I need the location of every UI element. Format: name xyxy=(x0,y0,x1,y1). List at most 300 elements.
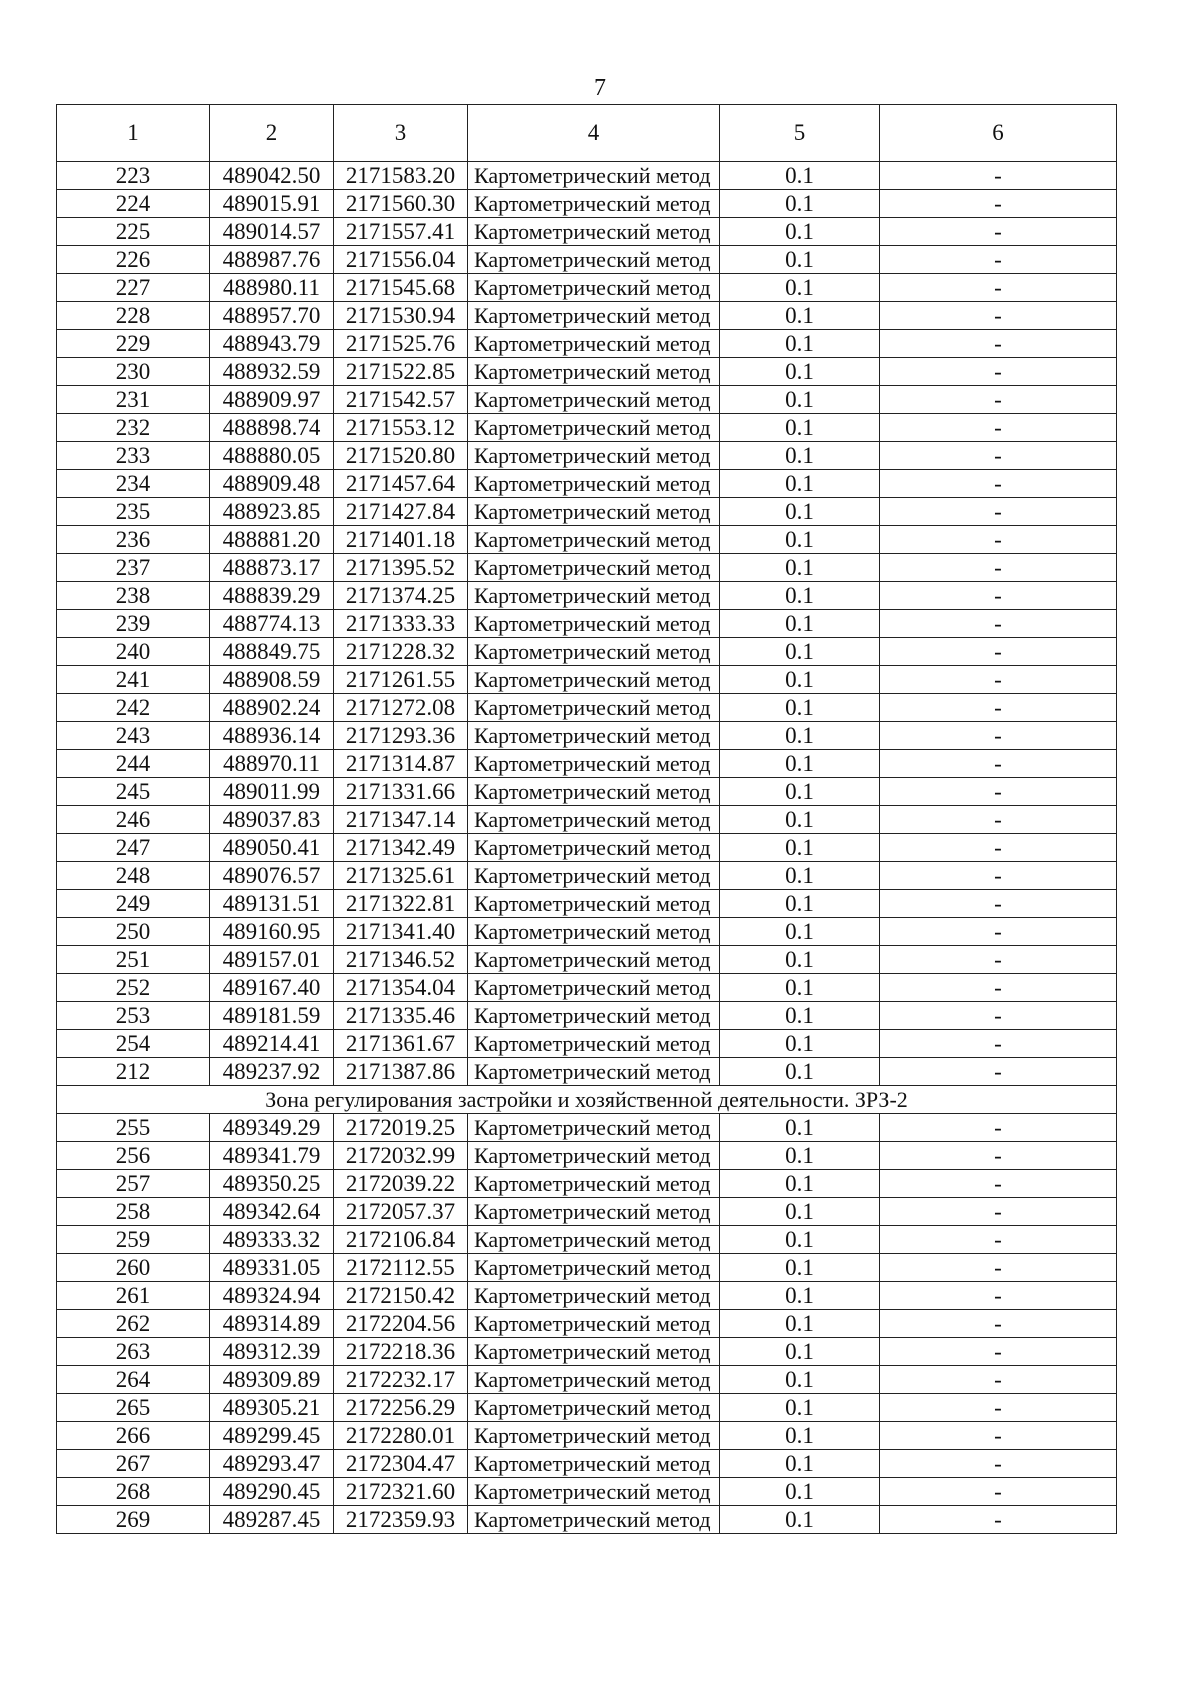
y-coordinate-cell: 2171556.04 xyxy=(334,246,468,274)
point-number-cell: 231 xyxy=(57,386,210,414)
column-header: 5 xyxy=(720,105,880,162)
x-coordinate-cell: 489237.92 xyxy=(210,1058,334,1086)
y-coordinate-cell: 2171335.46 xyxy=(334,1002,468,1030)
y-coordinate-cell: 2172256.29 xyxy=(334,1394,468,1422)
x-coordinate-cell: 489309.89 xyxy=(210,1366,334,1394)
point-number-cell: 227 xyxy=(57,274,210,302)
column-header: 1 xyxy=(57,105,210,162)
x-coordinate-cell: 489181.59 xyxy=(210,1002,334,1030)
x-coordinate-cell: 489290.45 xyxy=(210,1478,334,1506)
x-coordinate-cell: 488943.79 xyxy=(210,330,334,358)
point-number-cell: 265 xyxy=(57,1394,210,1422)
table-row xyxy=(57,1226,1117,1254)
accuracy-cell: 0.1 xyxy=(720,1394,880,1422)
method-cell: Картометрический метод xyxy=(468,1310,720,1338)
point-number-cell: 223 xyxy=(57,162,210,190)
y-coordinate-cell: 2171545.68 xyxy=(334,274,468,302)
y-coordinate-cell: 2172039.22 xyxy=(334,1170,468,1198)
point-number-cell: 242 xyxy=(57,694,210,722)
y-coordinate-cell: 2171542.57 xyxy=(334,386,468,414)
table-row xyxy=(57,722,1117,750)
table-row xyxy=(57,1002,1117,1030)
point-number-cell: 226 xyxy=(57,246,210,274)
y-coordinate-cell: 2171354.04 xyxy=(334,974,468,1002)
table-row xyxy=(57,1058,1117,1086)
method-cell: Картометрический метод xyxy=(468,974,720,1002)
accuracy-cell: 0.1 xyxy=(720,1506,880,1534)
accuracy-cell: 0.1 xyxy=(720,1226,880,1254)
method-cell: Картометрический метод xyxy=(468,582,720,610)
method-cell: Картометрический метод xyxy=(468,1226,720,1254)
table-row xyxy=(57,162,1117,190)
accuracy-cell: 0.1 xyxy=(720,1366,880,1394)
accuracy-cell: 0.1 xyxy=(720,218,880,246)
accuracy-cell: 0.1 xyxy=(720,442,880,470)
y-coordinate-cell: 2172019.25 xyxy=(334,1114,468,1142)
method-cell: Картометрический метод xyxy=(468,162,720,190)
point-number-cell: 238 xyxy=(57,582,210,610)
method-cell: Картометрический метод xyxy=(468,554,720,582)
point-number-cell: 268 xyxy=(57,1478,210,1506)
point-number-cell: 246 xyxy=(57,806,210,834)
x-coordinate-cell: 489037.83 xyxy=(210,806,334,834)
method-cell: Картометрический метод xyxy=(468,1394,720,1422)
y-coordinate-cell: 2171427.84 xyxy=(334,498,468,526)
table-row xyxy=(57,974,1117,1002)
table-row xyxy=(57,554,1117,582)
method-cell: Картометрический метод xyxy=(468,722,720,750)
x-coordinate-cell: 489076.57 xyxy=(210,862,334,890)
method-cell: Картометрический метод xyxy=(468,330,720,358)
point-number-cell: 237 xyxy=(57,554,210,582)
point-number-cell: 264 xyxy=(57,1366,210,1394)
point-number-cell: 239 xyxy=(57,610,210,638)
accuracy-cell: 0.1 xyxy=(720,1030,880,1058)
point-number-cell: 245 xyxy=(57,778,210,806)
method-cell: Картометрический метод xyxy=(468,302,720,330)
description-cell: - xyxy=(880,1422,1117,1450)
section-row xyxy=(57,1086,1117,1114)
y-coordinate-cell: 2172204.56 xyxy=(334,1310,468,1338)
table-row xyxy=(57,834,1117,862)
table-row xyxy=(57,666,1117,694)
page-number: 7 xyxy=(594,75,606,101)
accuracy-cell: 0.1 xyxy=(720,330,880,358)
description-cell: - xyxy=(880,778,1117,806)
method-cell: Картометрический метод xyxy=(468,358,720,386)
table-row xyxy=(57,1310,1117,1338)
method-cell: Картометрический метод xyxy=(468,526,720,554)
point-number-cell: 250 xyxy=(57,918,210,946)
description-cell: - xyxy=(880,162,1117,190)
y-coordinate-cell: 2171341.40 xyxy=(334,918,468,946)
table-row xyxy=(57,442,1117,470)
x-coordinate-cell: 488957.70 xyxy=(210,302,334,330)
y-coordinate-cell: 2171322.81 xyxy=(334,890,468,918)
method-cell: Картометрический метод xyxy=(468,750,720,778)
method-cell: Картометрический метод xyxy=(468,1422,720,1450)
point-number-cell: 232 xyxy=(57,414,210,442)
y-coordinate-cell: 2171553.12 xyxy=(334,414,468,442)
x-coordinate-cell: 489015.91 xyxy=(210,190,334,218)
x-coordinate-cell: 489342.64 xyxy=(210,1198,334,1226)
description-cell: - xyxy=(880,1282,1117,1310)
x-coordinate-cell: 489214.41 xyxy=(210,1030,334,1058)
x-coordinate-cell: 488873.17 xyxy=(210,554,334,582)
method-cell: Картометрический метод xyxy=(468,190,720,218)
y-coordinate-cell: 2171520.80 xyxy=(334,442,468,470)
y-coordinate-cell: 2171333.33 xyxy=(334,610,468,638)
accuracy-cell: 0.1 xyxy=(720,694,880,722)
description-cell: - xyxy=(880,498,1117,526)
table-row xyxy=(57,1142,1117,1170)
point-number-cell: 233 xyxy=(57,442,210,470)
column-header: 6 xyxy=(880,105,1117,162)
method-cell: Картометрический метод xyxy=(468,498,720,526)
point-number-cell: 244 xyxy=(57,750,210,778)
point-number-cell: 247 xyxy=(57,834,210,862)
x-coordinate-cell: 489167.40 xyxy=(210,974,334,1002)
table-row xyxy=(57,1282,1117,1310)
y-coordinate-cell: 2171374.25 xyxy=(334,582,468,610)
method-cell: Картометрический метод xyxy=(468,274,720,302)
accuracy-cell: 0.1 xyxy=(720,1170,880,1198)
accuracy-cell: 0.1 xyxy=(720,890,880,918)
table-row xyxy=(57,1198,1117,1226)
x-coordinate-cell: 488849.75 xyxy=(210,638,334,666)
description-cell: - xyxy=(880,722,1117,750)
method-cell: Картометрический метод xyxy=(468,1058,720,1086)
method-cell: Картометрический метод xyxy=(468,386,720,414)
y-coordinate-cell: 2171261.55 xyxy=(334,666,468,694)
x-coordinate-cell: 489293.47 xyxy=(210,1450,334,1478)
point-number-cell: 228 xyxy=(57,302,210,330)
description-cell: - xyxy=(880,1030,1117,1058)
accuracy-cell: 0.1 xyxy=(720,666,880,694)
point-number-cell: 260 xyxy=(57,1254,210,1282)
method-cell: Картометрический метод xyxy=(468,1030,720,1058)
method-cell: Картометрический метод xyxy=(468,1450,720,1478)
description-cell: - xyxy=(880,946,1117,974)
x-coordinate-cell: 489331.05 xyxy=(210,1254,334,1282)
accuracy-cell: 0.1 xyxy=(720,1198,880,1226)
x-coordinate-cell: 488923.85 xyxy=(210,498,334,526)
y-coordinate-cell: 2171325.61 xyxy=(334,862,468,890)
x-coordinate-cell: 489287.45 xyxy=(210,1506,334,1534)
table-row xyxy=(57,330,1117,358)
y-coordinate-cell: 2171228.32 xyxy=(334,638,468,666)
table-row xyxy=(57,778,1117,806)
y-coordinate-cell: 2171346.52 xyxy=(334,946,468,974)
table-row xyxy=(57,218,1117,246)
table-row xyxy=(57,1170,1117,1198)
accuracy-cell: 0.1 xyxy=(720,498,880,526)
point-number-cell: 269 xyxy=(57,1506,210,1534)
method-cell: Картометрический метод xyxy=(468,778,720,806)
method-cell: Картометрический метод xyxy=(468,862,720,890)
method-cell: Картометрический метод xyxy=(468,1282,720,1310)
x-coordinate-cell: 489011.99 xyxy=(210,778,334,806)
table-row xyxy=(57,750,1117,778)
accuracy-cell: 0.1 xyxy=(720,1142,880,1170)
accuracy-cell: 0.1 xyxy=(720,946,880,974)
description-cell: - xyxy=(880,1366,1117,1394)
method-cell: Картометрический метод xyxy=(468,246,720,274)
method-cell: Картометрический метод xyxy=(468,414,720,442)
accuracy-cell: 0.1 xyxy=(720,1282,880,1310)
description-cell: - xyxy=(880,1450,1117,1478)
accuracy-cell: 0.1 xyxy=(720,918,880,946)
y-coordinate-cell: 2171361.67 xyxy=(334,1030,468,1058)
table-row xyxy=(57,1338,1117,1366)
table-row xyxy=(57,582,1117,610)
y-coordinate-cell: 2172280.01 xyxy=(334,1422,468,1450)
y-coordinate-cell: 2172032.99 xyxy=(334,1142,468,1170)
point-number-cell: 235 xyxy=(57,498,210,526)
y-coordinate-cell: 2172359.93 xyxy=(334,1506,468,1534)
accuracy-cell: 0.1 xyxy=(720,470,880,498)
accuracy-cell: 0.1 xyxy=(720,1002,880,1030)
description-cell: - xyxy=(880,1226,1117,1254)
accuracy-cell: 0.1 xyxy=(720,1478,880,1506)
method-cell: Картометрический метод xyxy=(468,1142,720,1170)
x-coordinate-cell: 489299.45 xyxy=(210,1422,334,1450)
method-cell: Картометрический метод xyxy=(468,1002,720,1030)
point-number-cell: 248 xyxy=(57,862,210,890)
description-cell: - xyxy=(880,1310,1117,1338)
table-row xyxy=(57,1366,1117,1394)
accuracy-cell: 0.1 xyxy=(720,358,880,386)
method-cell: Картометрический метод xyxy=(468,638,720,666)
x-coordinate-cell: 489305.21 xyxy=(210,1394,334,1422)
description-cell: - xyxy=(880,526,1117,554)
description-cell: - xyxy=(880,694,1117,722)
description-cell: - xyxy=(880,1478,1117,1506)
description-cell: - xyxy=(880,246,1117,274)
table-row xyxy=(57,1394,1117,1422)
method-cell: Картометрический метод xyxy=(468,470,720,498)
method-cell: Картометрический метод xyxy=(468,890,720,918)
table-row xyxy=(57,190,1117,218)
y-coordinate-cell: 2172304.47 xyxy=(334,1450,468,1478)
point-number-cell: 212 xyxy=(57,1058,210,1086)
description-cell: - xyxy=(880,470,1117,498)
y-coordinate-cell: 2172218.36 xyxy=(334,1338,468,1366)
method-cell: Картометрический метод xyxy=(468,1338,720,1366)
description-cell: - xyxy=(880,1254,1117,1282)
description-cell: - xyxy=(880,414,1117,442)
table-row xyxy=(57,526,1117,554)
accuracy-cell: 0.1 xyxy=(720,862,880,890)
table-row xyxy=(57,946,1117,974)
accuracy-cell: 0.1 xyxy=(720,610,880,638)
method-cell: Картометрический метод xyxy=(468,1170,720,1198)
x-coordinate-cell: 489050.41 xyxy=(210,834,334,862)
point-number-cell: 243 xyxy=(57,722,210,750)
point-number-cell: 256 xyxy=(57,1142,210,1170)
description-cell: - xyxy=(880,554,1117,582)
accuracy-cell: 0.1 xyxy=(720,274,880,302)
accuracy-cell: 0.1 xyxy=(720,1422,880,1450)
x-coordinate-cell: 488898.74 xyxy=(210,414,334,442)
x-coordinate-cell: 488987.76 xyxy=(210,246,334,274)
x-coordinate-cell: 489312.39 xyxy=(210,1338,334,1366)
y-coordinate-cell: 2172150.42 xyxy=(334,1282,468,1310)
accuracy-cell: 0.1 xyxy=(720,1450,880,1478)
accuracy-cell: 0.1 xyxy=(720,526,880,554)
x-coordinate-cell: 489160.95 xyxy=(210,918,334,946)
table-row xyxy=(57,694,1117,722)
table-body xyxy=(57,162,1117,1534)
x-coordinate-cell: 489314.89 xyxy=(210,1310,334,1338)
y-coordinate-cell: 2171525.76 xyxy=(334,330,468,358)
table-row xyxy=(57,1114,1117,1142)
table-row xyxy=(57,638,1117,666)
accuracy-cell: 0.1 xyxy=(720,414,880,442)
y-coordinate-cell: 2171395.52 xyxy=(334,554,468,582)
table-row xyxy=(57,1422,1117,1450)
y-coordinate-cell: 2171342.49 xyxy=(334,834,468,862)
description-cell: - xyxy=(880,442,1117,470)
table-row xyxy=(57,302,1117,330)
x-coordinate-cell: 488980.11 xyxy=(210,274,334,302)
method-cell: Картометрический метод xyxy=(468,694,720,722)
column-header: 2 xyxy=(210,105,334,162)
point-number-cell: 229 xyxy=(57,330,210,358)
method-cell: Картометрический метод xyxy=(468,1366,720,1394)
description-cell: - xyxy=(880,974,1117,1002)
method-cell: Картометрический метод xyxy=(468,1114,720,1142)
accuracy-cell: 0.1 xyxy=(720,554,880,582)
x-coordinate-cell: 489042.50 xyxy=(210,162,334,190)
x-coordinate-cell: 488880.05 xyxy=(210,442,334,470)
table-row xyxy=(57,470,1117,498)
description-cell: - xyxy=(880,302,1117,330)
x-coordinate-cell: 488936.14 xyxy=(210,722,334,750)
method-cell: Картометрический метод xyxy=(468,1198,720,1226)
x-coordinate-cell: 489349.29 xyxy=(210,1114,334,1142)
point-number-cell: 253 xyxy=(57,1002,210,1030)
table-row xyxy=(57,1254,1117,1282)
column-header: 3 xyxy=(334,105,468,162)
x-coordinate-cell: 489324.94 xyxy=(210,1282,334,1310)
y-coordinate-cell: 2171272.08 xyxy=(334,694,468,722)
header-row xyxy=(57,105,1117,162)
description-cell: - xyxy=(880,1506,1117,1534)
point-number-cell: 262 xyxy=(57,1310,210,1338)
method-cell: Картометрический метод xyxy=(468,218,720,246)
x-coordinate-cell: 489014.57 xyxy=(210,218,334,246)
x-coordinate-cell: 488839.29 xyxy=(210,582,334,610)
x-coordinate-cell: 488909.97 xyxy=(210,386,334,414)
x-coordinate-cell: 489341.79 xyxy=(210,1142,334,1170)
point-number-cell: 258 xyxy=(57,1198,210,1226)
point-number-cell: 261 xyxy=(57,1282,210,1310)
description-cell: - xyxy=(880,1394,1117,1422)
accuracy-cell: 0.1 xyxy=(720,582,880,610)
point-number-cell: 267 xyxy=(57,1450,210,1478)
description-cell: - xyxy=(880,610,1117,638)
point-number-cell: 236 xyxy=(57,526,210,554)
table-row xyxy=(57,358,1117,386)
description-cell: - xyxy=(880,834,1117,862)
y-coordinate-cell: 2171293.36 xyxy=(334,722,468,750)
accuracy-cell: 0.1 xyxy=(720,778,880,806)
point-number-cell: 225 xyxy=(57,218,210,246)
y-coordinate-cell: 2171347.14 xyxy=(334,806,468,834)
table-row xyxy=(57,1506,1117,1534)
accuracy-cell: 0.1 xyxy=(720,1114,880,1142)
point-number-cell: 263 xyxy=(57,1338,210,1366)
x-coordinate-cell: 489333.32 xyxy=(210,1226,334,1254)
table-row xyxy=(57,274,1117,302)
description-cell: - xyxy=(880,806,1117,834)
y-coordinate-cell: 2172057.37 xyxy=(334,1198,468,1226)
y-coordinate-cell: 2171560.30 xyxy=(334,190,468,218)
table-row xyxy=(57,1030,1117,1058)
section-title: Зона регулирования застройки и хозяйственной деятельности. ЗРЗ-2 xyxy=(57,1086,1117,1114)
x-coordinate-cell: 488909.48 xyxy=(210,470,334,498)
point-number-cell: 240 xyxy=(57,638,210,666)
method-cell: Картометрический метод xyxy=(468,442,720,470)
y-coordinate-cell: 2171522.85 xyxy=(334,358,468,386)
table-row xyxy=(57,918,1117,946)
x-coordinate-cell: 488902.24 xyxy=(210,694,334,722)
x-coordinate-cell: 489131.51 xyxy=(210,890,334,918)
description-cell: - xyxy=(880,862,1117,890)
description-cell: - xyxy=(880,1198,1117,1226)
table-row xyxy=(57,890,1117,918)
accuracy-cell: 0.1 xyxy=(720,162,880,190)
method-cell: Картометрический метод xyxy=(468,1506,720,1534)
x-coordinate-cell: 488970.11 xyxy=(210,750,334,778)
description-cell: - xyxy=(880,666,1117,694)
point-number-cell: 254 xyxy=(57,1030,210,1058)
x-coordinate-cell: 488774.13 xyxy=(210,610,334,638)
point-number-cell: 251 xyxy=(57,946,210,974)
point-number-cell: 234 xyxy=(57,470,210,498)
table-row xyxy=(57,806,1117,834)
description-cell: - xyxy=(880,638,1117,666)
description-cell: - xyxy=(880,750,1117,778)
y-coordinate-cell: 2171401.18 xyxy=(334,526,468,554)
y-coordinate-cell: 2171387.86 xyxy=(334,1058,468,1086)
y-coordinate-cell: 2172232.17 xyxy=(334,1366,468,1394)
accuracy-cell: 0.1 xyxy=(720,722,880,750)
description-cell: - xyxy=(880,218,1117,246)
accuracy-cell: 0.1 xyxy=(720,1058,880,1086)
accuracy-cell: 0.1 xyxy=(720,302,880,330)
description-cell: - xyxy=(880,1142,1117,1170)
description-cell: - xyxy=(880,1338,1117,1366)
description-cell: - xyxy=(880,330,1117,358)
accuracy-cell: 0.1 xyxy=(720,1254,880,1282)
description-cell: - xyxy=(880,386,1117,414)
y-coordinate-cell: 2171557.41 xyxy=(334,218,468,246)
method-cell: Картометрический метод xyxy=(468,610,720,638)
y-coordinate-cell: 2172112.55 xyxy=(334,1254,468,1282)
description-cell: - xyxy=(880,918,1117,946)
point-number-cell: 252 xyxy=(57,974,210,1002)
column-header: 4 xyxy=(468,105,720,162)
method-cell: Картометрический метод xyxy=(468,918,720,946)
y-coordinate-cell: 2171530.94 xyxy=(334,302,468,330)
table-row xyxy=(57,414,1117,442)
table-row xyxy=(57,498,1117,526)
description-cell: - xyxy=(880,1002,1117,1030)
description-cell: - xyxy=(880,890,1117,918)
table-row xyxy=(57,1450,1117,1478)
